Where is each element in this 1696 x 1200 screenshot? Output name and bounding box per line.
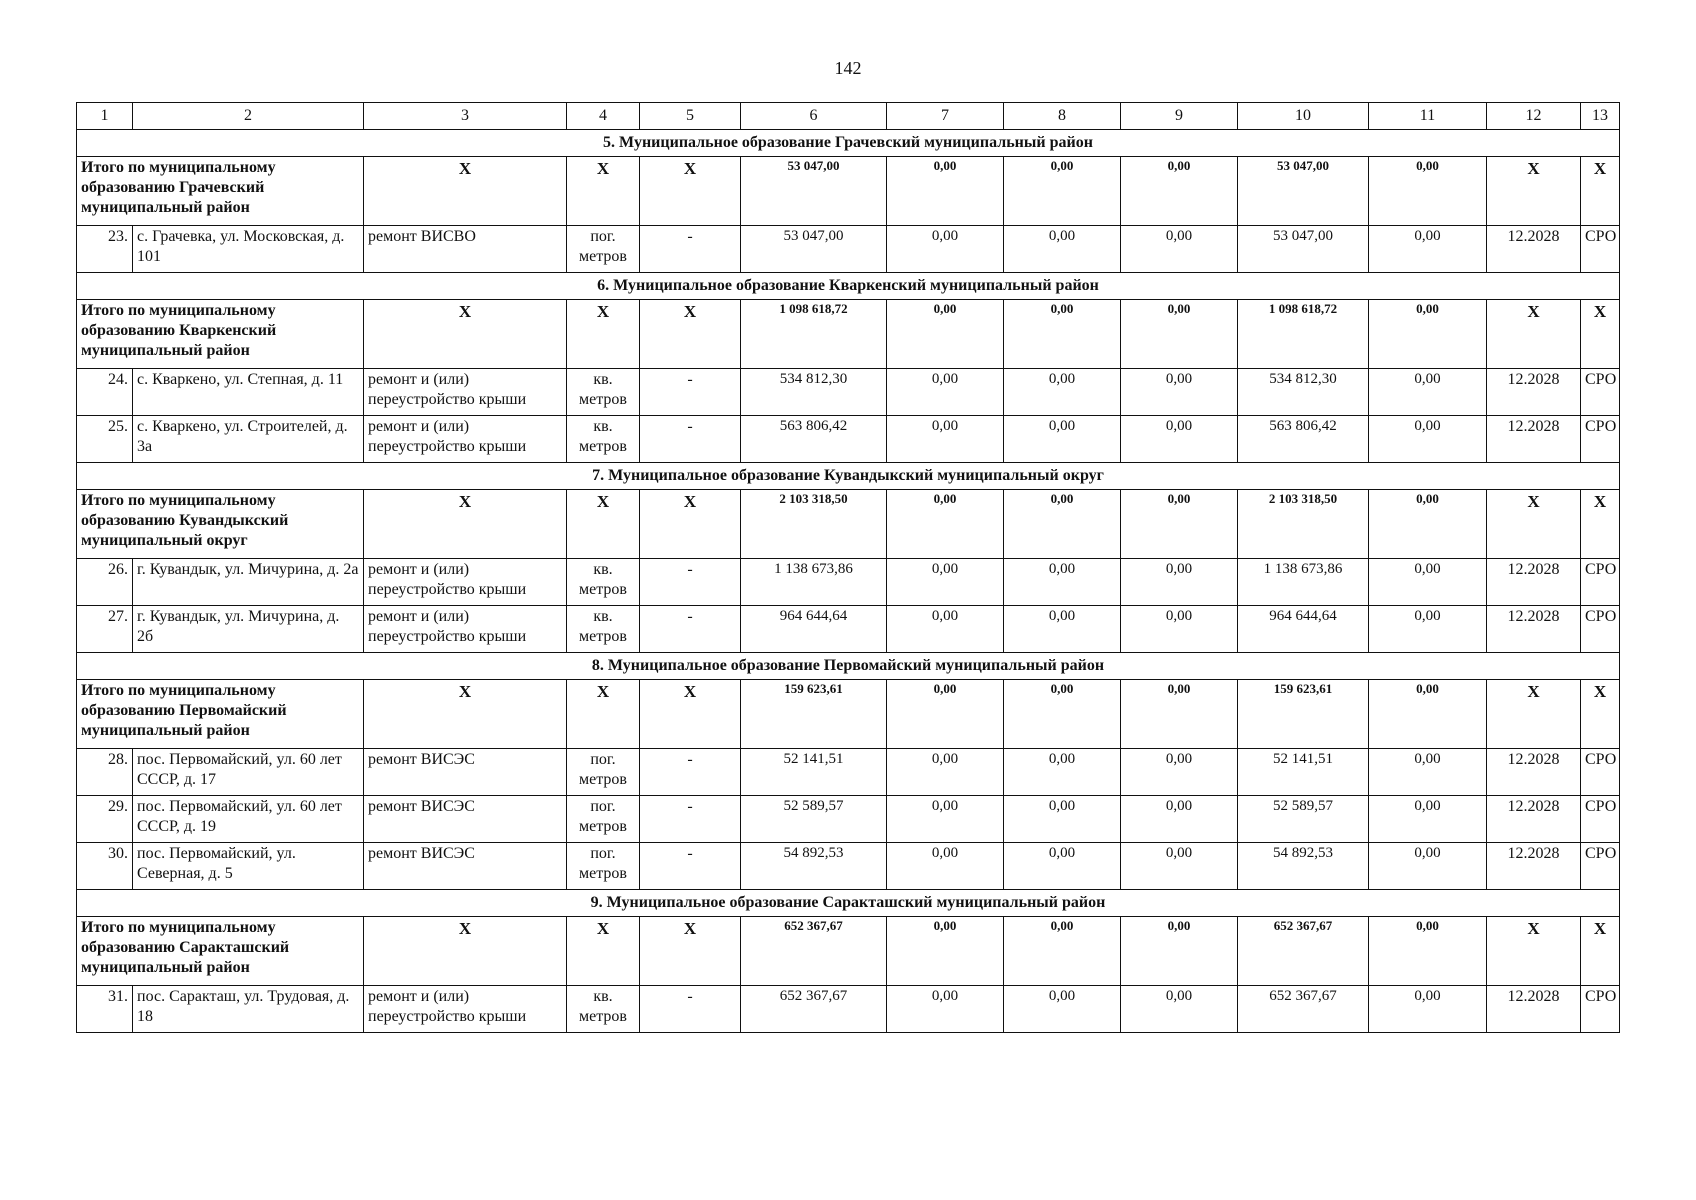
row-number: 29.	[77, 796, 133, 843]
amount-cell: 0,00	[1004, 226, 1121, 273]
amount-cell: 1 138 673,86	[741, 559, 887, 606]
quantity-cell: -	[640, 796, 741, 843]
amount-cell: 0,00	[1004, 986, 1121, 1033]
work-type-cell: ремонт ВИСЭС	[364, 749, 567, 796]
total-amount-cell: 1 098 618,72	[1238, 300, 1369, 369]
section-header-row	[77, 273, 1620, 300]
amount-cell: 0,00	[1004, 796, 1121, 843]
total-x-mark: X	[567, 300, 640, 369]
amount-cell: 0,00	[1369, 226, 1487, 273]
amount-cell: 0,00	[1121, 226, 1238, 273]
total-label: Итого по муниципальному образованию Кваркенский муниципальный район	[77, 300, 364, 369]
amount-cell: 0,00	[887, 843, 1004, 890]
column-number: 5	[640, 103, 741, 130]
deadline-cell: 12.2028	[1487, 606, 1581, 653]
total-amount-cell: 0,00	[1369, 680, 1487, 749]
work-type-cell: ремонт и (или) переустройство крыши	[364, 416, 567, 463]
amount-cell: 0,00	[887, 986, 1004, 1033]
total-amount-cell: 0,00	[1004, 300, 1121, 369]
total-x-mark: X	[1581, 490, 1620, 559]
total-amount-cell: 0,00	[1121, 157, 1238, 226]
deadline-cell: 12.2028	[1487, 416, 1581, 463]
total-x-mark: X	[364, 490, 567, 559]
unit-cell: пог. метров	[567, 796, 640, 843]
column-number: 3	[364, 103, 567, 130]
row-number: 28.	[77, 749, 133, 796]
unit-cell: кв. метров	[567, 559, 640, 606]
amount-cell: 0,00	[1369, 749, 1487, 796]
quantity-cell: -	[640, 226, 741, 273]
section-total-row	[77, 157, 1620, 226]
total-amount-cell: 0,00	[1121, 680, 1238, 749]
quantity-cell: -	[640, 416, 741, 463]
fund-type-cell: СРО	[1581, 369, 1620, 416]
amount-cell: 0,00	[887, 606, 1004, 653]
work-type-cell: ремонт ВИСВО	[364, 226, 567, 273]
table-body	[77, 103, 1620, 1033]
amount-cell: 0,00	[1121, 796, 1238, 843]
amount-cell: 0,00	[1121, 843, 1238, 890]
total-x-mark: X	[364, 917, 567, 986]
total-amount-cell: 0,00	[1004, 157, 1121, 226]
amount-cell: 53 047,00	[1238, 226, 1369, 273]
row-number: 24.	[77, 369, 133, 416]
amount-cell: 563 806,42	[1238, 416, 1369, 463]
amount-cell: 52 589,57	[1238, 796, 1369, 843]
total-x-mark: X	[1581, 157, 1620, 226]
column-number: 1	[77, 103, 133, 130]
amount-cell: 0,00	[1121, 369, 1238, 416]
row-number: 25.	[77, 416, 133, 463]
unit-cell: пог. метров	[567, 843, 640, 890]
amount-cell: 652 367,67	[741, 986, 887, 1033]
total-x-mark: X	[1581, 300, 1620, 369]
total-amount-cell: 2 103 318,50	[741, 490, 887, 559]
total-x-mark: X	[1581, 680, 1620, 749]
total-amount-cell: 2 103 318,50	[1238, 490, 1369, 559]
total-label: Итого по муниципальному образованию Саракташский муниципальный район	[77, 917, 364, 986]
unit-cell: кв. метров	[567, 369, 640, 416]
amount-cell: 0,00	[1369, 986, 1487, 1033]
section-header-row	[77, 463, 1620, 490]
fund-type-cell: СРО	[1581, 606, 1620, 653]
fund-type-cell: СРО	[1581, 416, 1620, 463]
total-label: Итого по муниципальному образованию Первомайский муниципальный район	[77, 680, 364, 749]
work-type-cell: ремонт и (или) переустройство крыши	[364, 986, 567, 1033]
deadline-cell: 12.2028	[1487, 986, 1581, 1033]
amount-cell: 54 892,53	[741, 843, 887, 890]
amount-cell: 0,00	[1004, 843, 1121, 890]
page-number: 142	[834, 58, 862, 78]
repair-program-table	[76, 102, 1620, 1033]
total-amount-cell: 53 047,00	[1238, 157, 1369, 226]
column-number: 13	[1581, 103, 1620, 130]
unit-cell: пог. метров	[567, 749, 640, 796]
amount-cell: 534 812,30	[1238, 369, 1369, 416]
amount-cell: 0,00	[1004, 749, 1121, 796]
column-number-row	[77, 103, 1620, 130]
column-number: 10	[1238, 103, 1369, 130]
row-number: 23.	[77, 226, 133, 273]
total-x-mark: X	[1487, 300, 1581, 369]
fund-type-cell: СРО	[1581, 843, 1620, 890]
total-amount-cell: 53 047,00	[741, 157, 887, 226]
amount-cell: 0,00	[1004, 606, 1121, 653]
work-type-cell: ремонт ВИСЭС	[364, 796, 567, 843]
total-amount-cell: 652 367,67	[1238, 917, 1369, 986]
column-number: 11	[1369, 103, 1487, 130]
amount-cell: 0,00	[1121, 416, 1238, 463]
total-amount-cell: 0,00	[1004, 917, 1121, 986]
amount-cell: 0,00	[1004, 559, 1121, 606]
total-x-mark: X	[1487, 490, 1581, 559]
quantity-cell: -	[640, 986, 741, 1033]
amount-cell: 0,00	[887, 559, 1004, 606]
total-amount-cell: 0,00	[1369, 917, 1487, 986]
fund-type-cell: СРО	[1581, 749, 1620, 796]
section-header-row	[77, 653, 1620, 680]
total-amount-cell: 1 098 618,72	[741, 300, 887, 369]
unit-cell: кв. метров	[567, 416, 640, 463]
table-row	[77, 843, 1620, 890]
row-number: 27.	[77, 606, 133, 653]
amount-cell: 0,00	[1369, 606, 1487, 653]
total-amount-cell: 0,00	[887, 680, 1004, 749]
address-cell: пос. Первомайский, ул. Северная, д. 5	[133, 843, 364, 890]
unit-cell: кв. метров	[567, 606, 640, 653]
amount-cell: 0,00	[1004, 369, 1121, 416]
quantity-cell: -	[640, 606, 741, 653]
amount-cell: 0,00	[1369, 416, 1487, 463]
total-amount-cell: 0,00	[887, 490, 1004, 559]
quantity-cell: -	[640, 749, 741, 796]
column-number: 12	[1487, 103, 1581, 130]
total-amount-cell: 0,00	[1369, 300, 1487, 369]
column-number: 7	[887, 103, 1004, 130]
column-number: 9	[1121, 103, 1238, 130]
total-amount-cell: 0,00	[1121, 490, 1238, 559]
section-title: 9. Муниципальное образование Саракташский муниципальный район	[77, 890, 1620, 917]
amount-cell: 964 644,64	[1238, 606, 1369, 653]
amount-cell: 0,00	[1369, 369, 1487, 416]
address-cell: с. Кваркено, ул. Строителей, д. 3а	[133, 416, 364, 463]
unit-cell: кв. метров	[567, 986, 640, 1033]
fund-type-cell: СРО	[1581, 796, 1620, 843]
total-x-mark: X	[640, 917, 741, 986]
address-cell: пос. Первомайский, ул. 60 лет СССР, д. 17	[133, 749, 364, 796]
amount-cell: 563 806,42	[741, 416, 887, 463]
work-type-cell: ремонт ВИСЭС	[364, 843, 567, 890]
amount-cell: 0,00	[887, 416, 1004, 463]
section-total-row	[77, 680, 1620, 749]
table-row	[77, 749, 1620, 796]
table-row	[77, 559, 1620, 606]
total-x-mark: X	[364, 680, 567, 749]
deadline-cell: 12.2028	[1487, 369, 1581, 416]
total-amount-cell: 0,00	[887, 917, 1004, 986]
address-cell: с. Грачевка, ул. Московская, д. 101	[133, 226, 364, 273]
amount-cell: 0,00	[887, 226, 1004, 273]
column-number: 2	[133, 103, 364, 130]
address-cell: г. Кувандык, ул. Мичурина, д. 2б	[133, 606, 364, 653]
section-header-row	[77, 890, 1620, 917]
total-amount-cell: 0,00	[1004, 680, 1121, 749]
section-title: 5. Муниципальное образование Грачевский муниципальный район	[77, 130, 1620, 157]
amount-cell: 52 141,51	[1238, 749, 1369, 796]
amount-cell: 1 138 673,86	[1238, 559, 1369, 606]
table-row	[77, 796, 1620, 843]
total-amount-cell: 652 367,67	[741, 917, 887, 986]
total-x-mark: X	[640, 300, 741, 369]
total-x-mark: X	[640, 680, 741, 749]
deadline-cell: 12.2028	[1487, 559, 1581, 606]
table-row	[77, 369, 1620, 416]
deadline-cell: 12.2028	[1487, 843, 1581, 890]
total-x-mark: X	[1487, 917, 1581, 986]
work-type-cell: ремонт и (или) переустройство крыши	[364, 369, 567, 416]
amount-cell: 0,00	[1121, 606, 1238, 653]
section-title: 6. Муниципальное образование Кваркенский муниципальный район	[77, 273, 1620, 300]
address-cell: с. Кваркено, ул. Степная, д. 11	[133, 369, 364, 416]
quantity-cell: -	[640, 559, 741, 606]
address-cell: пос. Саракташ, ул. Трудовая, д. 18	[133, 986, 364, 1033]
total-x-mark: X	[567, 490, 640, 559]
row-number: 30.	[77, 843, 133, 890]
amount-cell: 0,00	[1121, 986, 1238, 1033]
section-title: 8. Муниципальное образование Первомайский муниципальный район	[77, 653, 1620, 680]
address-cell: пос. Первомайский, ул. 60 лет СССР, д. 19	[133, 796, 364, 843]
fund-type-cell: СРО	[1581, 226, 1620, 273]
section-header-row	[77, 130, 1620, 157]
amount-cell: 0,00	[887, 796, 1004, 843]
column-number: 8	[1004, 103, 1121, 130]
amount-cell: 54 892,53	[1238, 843, 1369, 890]
unit-cell: пог. метров	[567, 226, 640, 273]
total-x-mark: X	[640, 157, 741, 226]
column-number: 6	[741, 103, 887, 130]
row-number: 26.	[77, 559, 133, 606]
total-x-mark: X	[640, 490, 741, 559]
amount-cell: 0,00	[887, 369, 1004, 416]
work-type-cell: ремонт и (или) переустройство крыши	[364, 559, 567, 606]
total-amount-cell: 0,00	[887, 300, 1004, 369]
column-number: 4	[567, 103, 640, 130]
total-x-mark: X	[567, 917, 640, 986]
total-amount-cell: 159 623,61	[1238, 680, 1369, 749]
amount-cell: 0,00	[1121, 749, 1238, 796]
section-title: 7. Муниципальное образование Кувандыкский муниципальный округ	[77, 463, 1620, 490]
total-label: Итого по муниципальному образованию Кувандыкский муниципальный округ	[77, 490, 364, 559]
section-total-row	[77, 490, 1620, 559]
section-total-row	[77, 300, 1620, 369]
total-label: Итого по муниципальному образованию Грачевский муниципальный район	[77, 157, 364, 226]
amount-cell: 52 589,57	[741, 796, 887, 843]
total-x-mark: X	[1487, 157, 1581, 226]
amount-cell: 0,00	[887, 749, 1004, 796]
deadline-cell: 12.2028	[1487, 796, 1581, 843]
total-amount-cell: 0,00	[1121, 917, 1238, 986]
deadline-cell: 12.2028	[1487, 749, 1581, 796]
total-amount-cell: 159 623,61	[741, 680, 887, 749]
total-amount-cell: 0,00	[887, 157, 1004, 226]
total-x-mark: X	[364, 157, 567, 226]
total-amount-cell: 0,00	[1369, 490, 1487, 559]
total-x-mark: X	[1581, 917, 1620, 986]
amount-cell: 0,00	[1121, 559, 1238, 606]
table-row	[77, 986, 1620, 1033]
total-amount-cell: 0,00	[1369, 157, 1487, 226]
row-number: 31.	[77, 986, 133, 1033]
amount-cell: 0,00	[1369, 843, 1487, 890]
amount-cell: 652 367,67	[1238, 986, 1369, 1033]
address-cell: г. Кувандык, ул. Мичурина, д. 2а	[133, 559, 364, 606]
total-x-mark: X	[567, 157, 640, 226]
amount-cell: 53 047,00	[741, 226, 887, 273]
total-x-mark: X	[364, 300, 567, 369]
quantity-cell: -	[640, 369, 741, 416]
total-amount-cell: 0,00	[1004, 490, 1121, 559]
section-total-row	[77, 917, 1620, 986]
fund-type-cell: СРО	[1581, 986, 1620, 1033]
table-row	[77, 226, 1620, 273]
total-x-mark: X	[567, 680, 640, 749]
deadline-cell: 12.2028	[1487, 226, 1581, 273]
table-row	[77, 606, 1620, 653]
quantity-cell: -	[640, 843, 741, 890]
amount-cell: 964 644,64	[741, 606, 887, 653]
amount-cell: 52 141,51	[741, 749, 887, 796]
fund-type-cell: СРО	[1581, 559, 1620, 606]
work-type-cell: ремонт и (или) переустройство крыши	[364, 606, 567, 653]
amount-cell: 0,00	[1004, 416, 1121, 463]
amount-cell: 0,00	[1369, 559, 1487, 606]
total-x-mark: X	[1487, 680, 1581, 749]
total-amount-cell: 0,00	[1121, 300, 1238, 369]
table-row	[77, 416, 1620, 463]
amount-cell: 534 812,30	[741, 369, 887, 416]
amount-cell: 0,00	[1369, 796, 1487, 843]
